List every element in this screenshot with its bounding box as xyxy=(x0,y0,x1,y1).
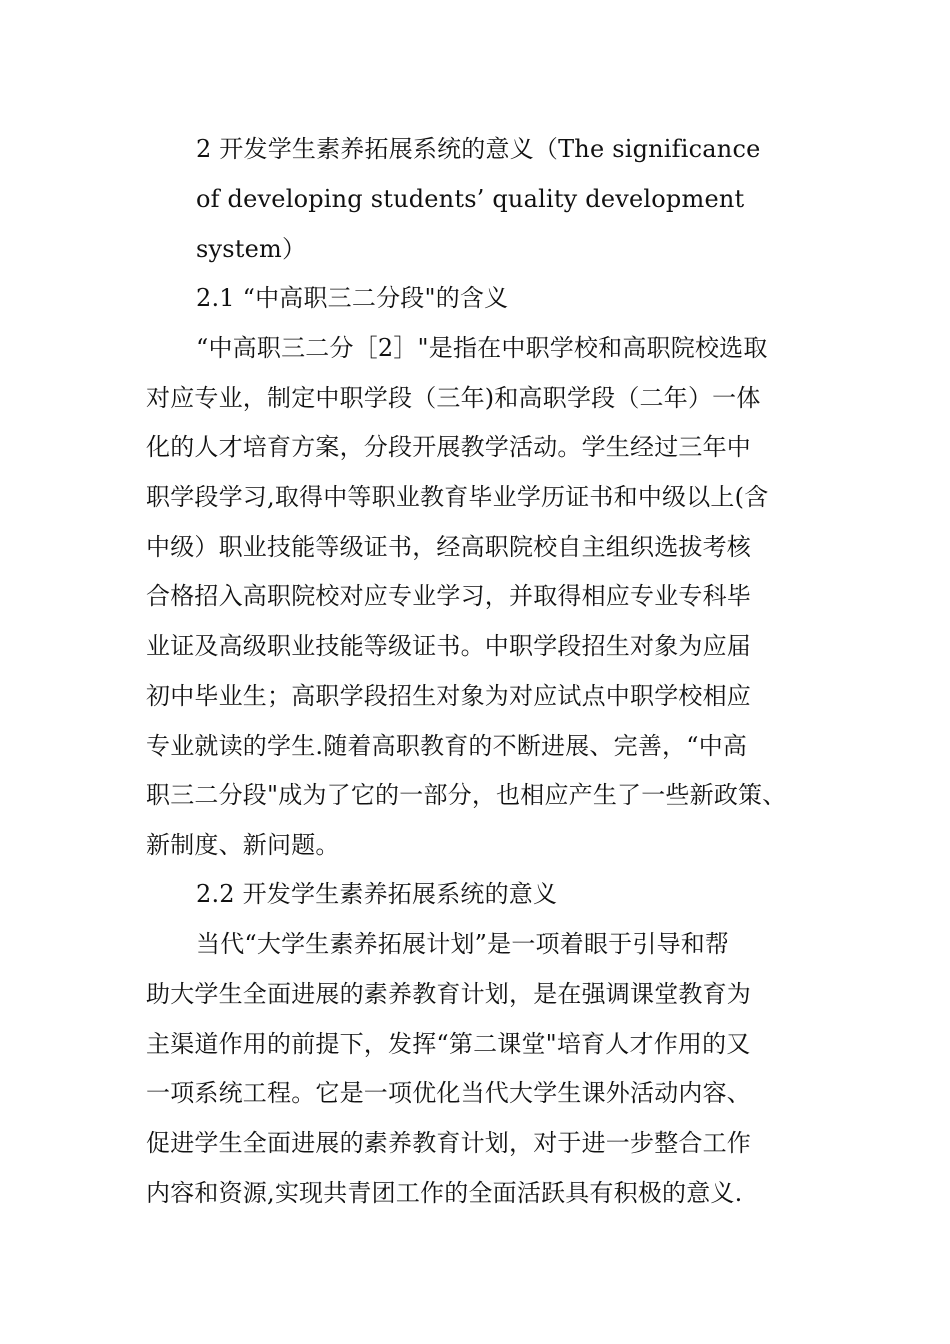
section-2-1-paragraph-line: 专业就读的学生.随着高职教育的不断进展、完善，“中高 xyxy=(146,732,748,760)
section-2-1-paragraph-line: 职三二分段"成为了它的一部分，也相应产生了一些新政策、 xyxy=(146,781,787,809)
section-2-2-paragraph-line: 主渠道作用的前提下，发挥“第二课堂"培育人才作用的又 xyxy=(146,1030,751,1058)
section-2-heading-line-1: 2 开发学生素养拓展系统的意义（The significance xyxy=(196,135,761,163)
section-2-1-paragraph-line: 对应专业，制定中职学段（三年)和高职学段（二年）一体 xyxy=(146,384,761,412)
section-2-2-paragraph-line: 促进学生全面进展的素养教育计划，对于进一步整合工作 xyxy=(146,1129,751,1157)
section-2-1-paragraph-line: 职学段学习,取得中等职业教育毕业学历证书和中级以上(含 xyxy=(146,483,769,511)
section-2-2-paragraph-line: 一项系统工程。它是一项优化当代大学生课外活动内容、 xyxy=(146,1079,751,1107)
section-2-1-paragraph-line: “中高职三二分［2］"是指在中职学校和高职院校选取 xyxy=(196,334,768,362)
section-2-2-heading: 2.2 开发学生素养拓展系统的意义 xyxy=(196,880,558,908)
section-2-1-heading: 2.1 “中高职三二分段"的含义 xyxy=(196,284,509,312)
section-2-2-paragraph-line: 内容和资源,实现共青团工作的全面活跃具有积极的意义. xyxy=(146,1179,743,1207)
section-2-2-paragraph-line: 当代“大学生素养拓展计划”是一项着眼于引导和帮 xyxy=(196,930,730,958)
section-2-1-paragraph-line: 初中毕业生；高职学段招生对象为对应试点中职学校相应 xyxy=(146,682,751,710)
section-2-1-paragraph-line: 新制度、新问题。 xyxy=(146,831,340,859)
section-2-heading-line-2: of developing students’ quality development xyxy=(196,185,745,213)
section-2-1-paragraph-line: 中级）职业技能等级证书，经高职院校自主组织选拔考核 xyxy=(146,533,751,561)
section-2-1-paragraph-line: 业证及高级职业技能等级证书。中职学段招生对象为应届 xyxy=(146,632,751,660)
section-2-2-paragraph-line: 助大学生全面进展的素养教育计划，是在强调课堂教育为 xyxy=(146,980,751,1008)
section-2-heading-line-3: system） xyxy=(196,235,307,263)
section-2-1-paragraph-line: 化的人才培育方案，分段开展教学活动。学生经过三年中 xyxy=(146,433,751,461)
section-2-1-paragraph-line: 合格招入高职院校对应专业学习，并取得相应专业专科毕 xyxy=(146,582,751,610)
